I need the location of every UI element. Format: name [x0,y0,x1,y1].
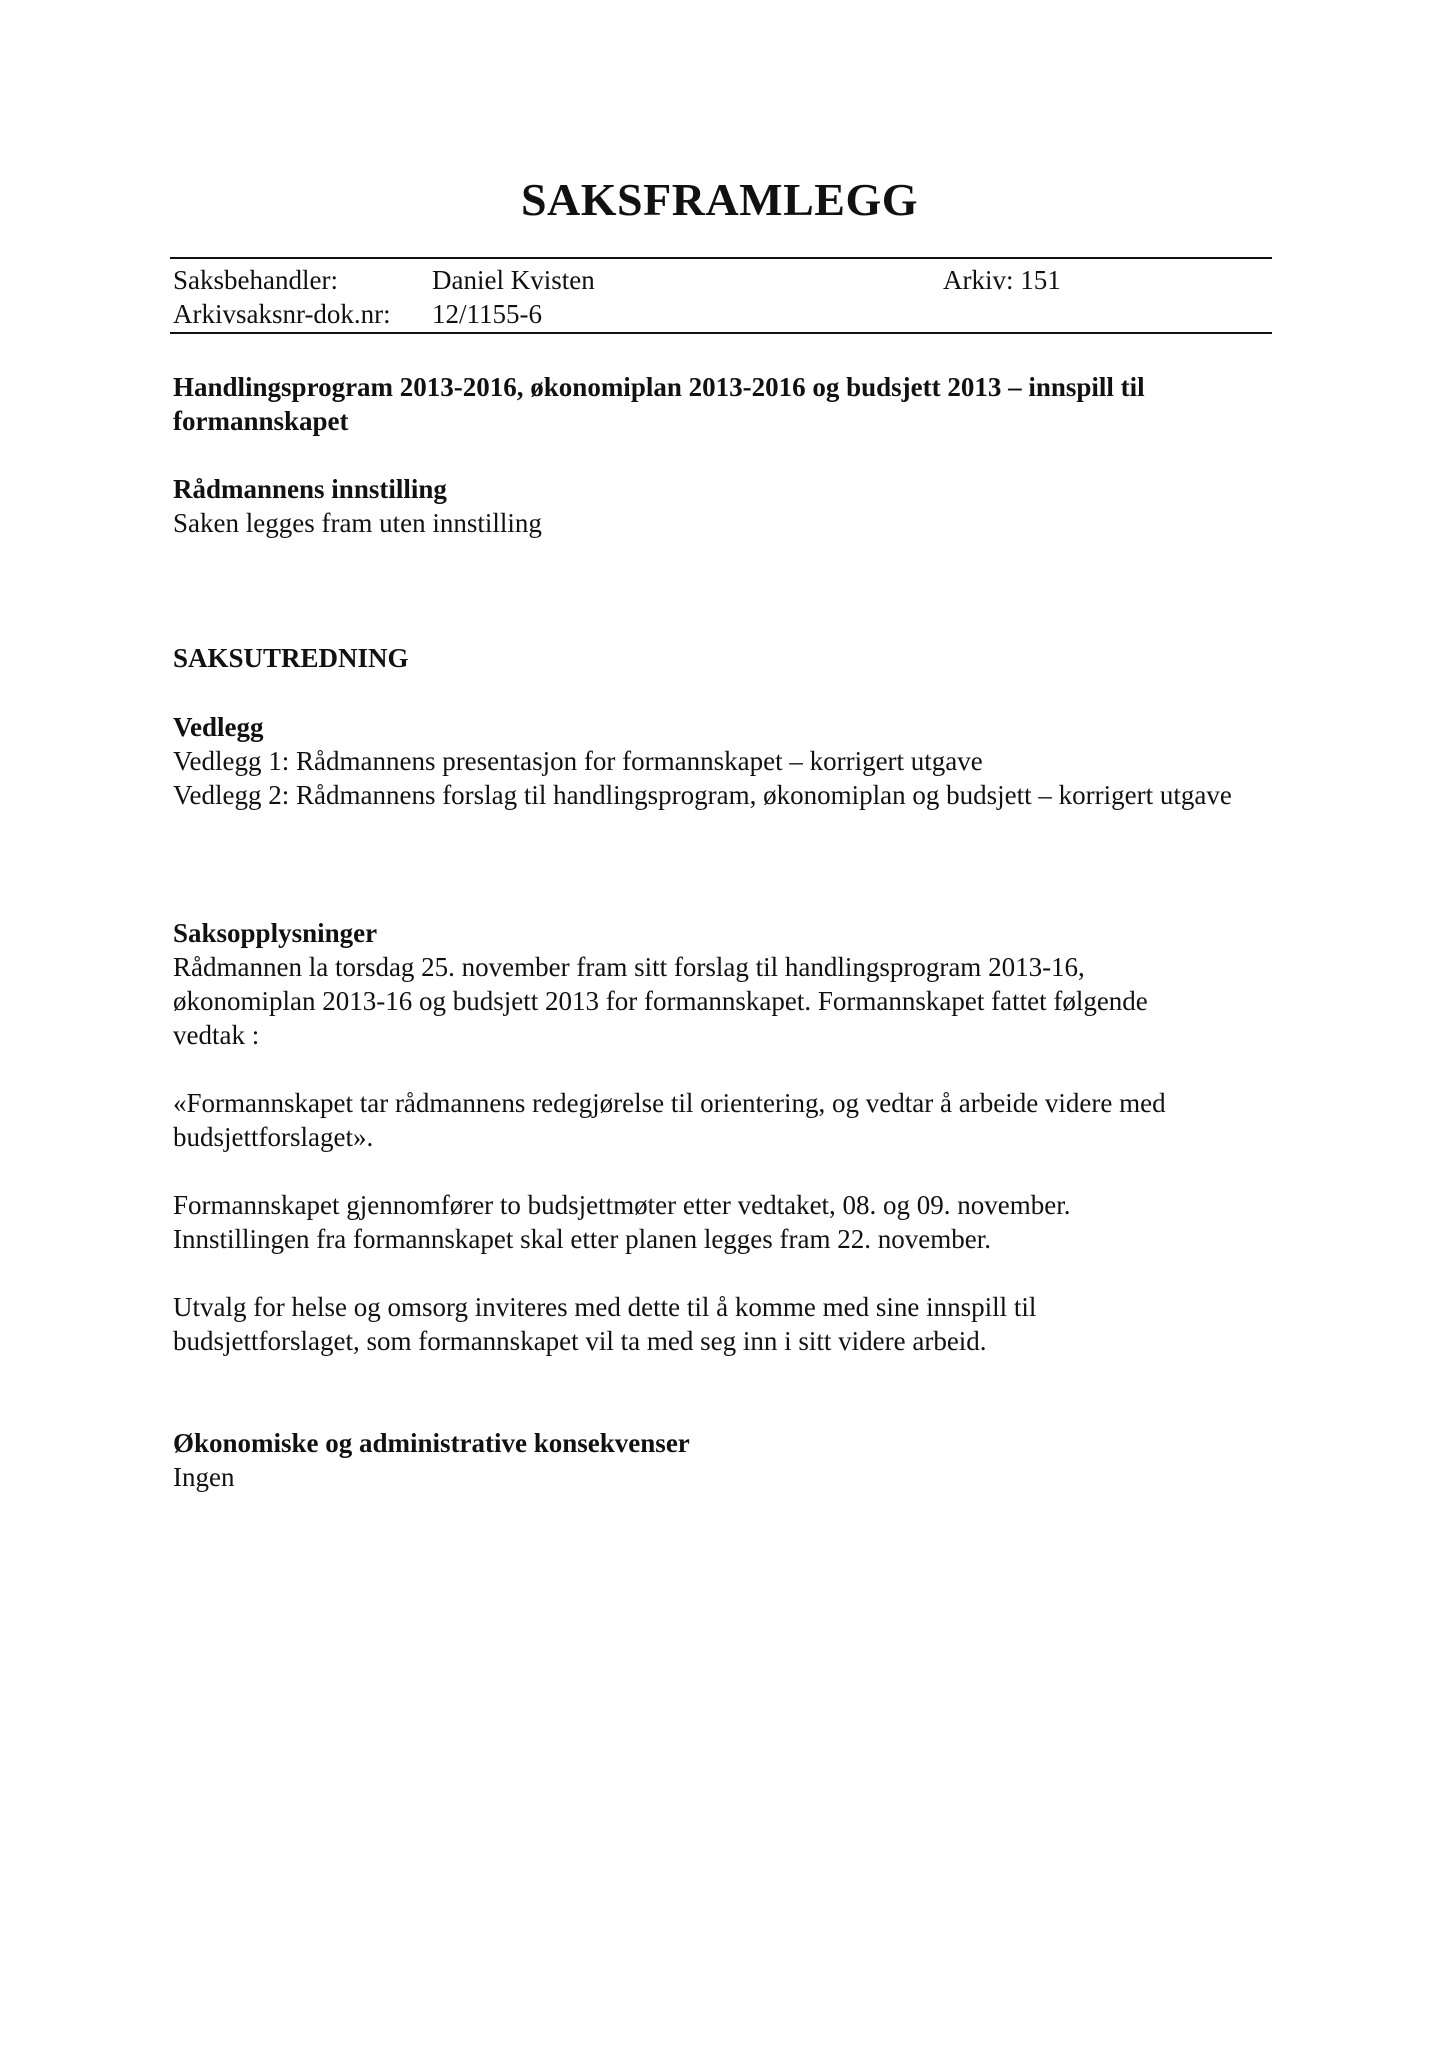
attachment-item-2: Vedlegg 2: Rådmannens forslag til handlingsprogram, økonomiplan og budsjett – korrigert utgave [173,780,1232,810]
attachments-section [173,710,1253,812]
consequences-section [173,1426,1283,1494]
document-title: SAKSFRAMLEGG [520,174,919,225]
section-heading: SAKSUTREDNING [173,643,409,673]
case-info-paragraph-4: Utvalg for helse og omsorg inviteres med dette til å komme med sine innspill til budsjettforslaget, som formannskapet vil ta med seg inn i sitt videre arbeid. [173,1292,1037,1356]
case-info-paragraph-1: Rådmannen la torsdag 25. november fram sitt forslag til handlingsprogram 2013-16, økonomiplan 2013-16 og budsjett 2013 for formannskapet. Formannskapet fattet følgende vedtak : [173,952,1148,1050]
recommendation-text: Saken legges fram uten innstilling [173,508,542,538]
case-info-heading: Saksopplysninger [173,918,378,948]
recommendation-heading: Rådmannens innstilling [173,474,447,504]
case-info-section [173,916,1273,1052]
case-info-paragraph-2: «Formannskapet tar rådmannens redegjørelse til orientering, og vedtar å arbeide videre med budsjettforslaget». [173,1088,1166,1152]
attachment-item-1: Vedlegg 1: Rådmannens presentasjon for formannskapet – korrigert utgave [173,746,983,776]
header-rule-top [170,257,1272,259]
case-number-label: Arkivsaksnr-dok.nr: [173,299,391,329]
case-info-paragraph-3: Formannskapet gjennomfører to budsjettmøter etter vedtaket, 08. og 09. november. Innstillingen fra formannskapet skal etter planen legges fram 22. november. [173,1190,1071,1254]
header-rule-bottom [170,332,1272,334]
archive-label: Arkiv: 151 [943,265,1061,295]
case-number-value: 12/1155-6 [432,299,542,329]
handler-value: Daniel Kvisten [432,265,595,295]
attachments-heading: Vedlegg [173,712,264,742]
consequences-text: Ingen [173,1462,235,1492]
recommendation-section [173,472,1283,540]
case-title: Handlingsprogram 2013-2016, økonomiplan 2013-2016 og budsjett 2013 – innspill til formannskapet [173,372,1145,436]
consequences-heading: Økonomiske og administrative konsekvenser [173,1428,690,1458]
handler-label: Saksbehandler: [173,265,338,295]
